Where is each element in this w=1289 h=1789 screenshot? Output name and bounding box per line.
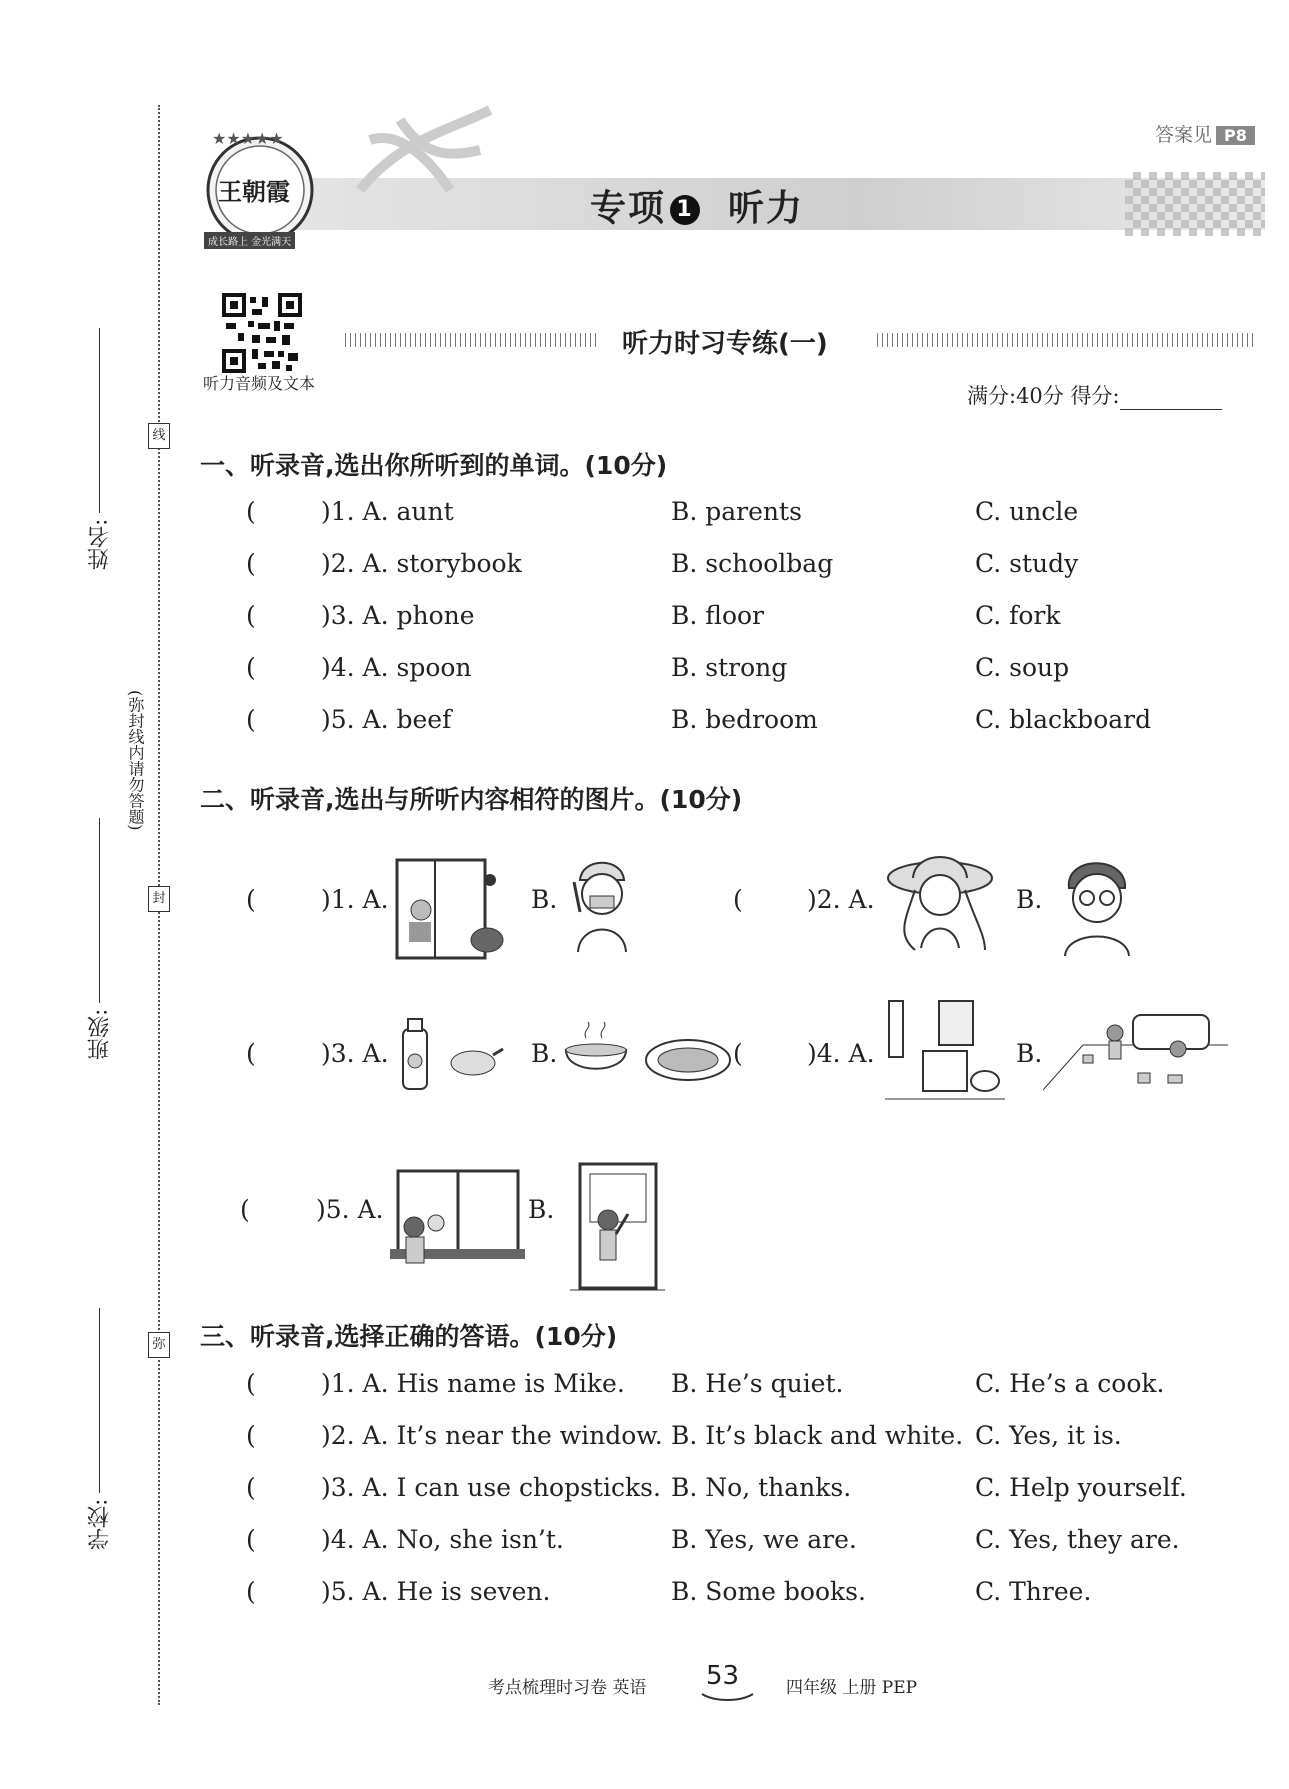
s1-item-4-b: B. strong	[671, 653, 788, 682]
section2-heading: 二、听录音,选出与所听内容相符的图片。(10分)	[200, 785, 743, 814]
exercise-subtitle: 听力时习专练(一)	[622, 329, 828, 359]
answer-paren[interactable]: (	[246, 1473, 256, 1502]
name-field[interactable]	[70, 270, 130, 570]
qr-caption: 听力音频及文本	[203, 374, 316, 393]
school-field[interactable]	[70, 1250, 130, 1550]
soup-and-vegetables-picture[interactable]	[560, 1020, 735, 1090]
ticket-booth-picture[interactable]	[395, 850, 505, 960]
class-blank[interactable]	[100, 818, 101, 1003]
score-blank[interactable]	[1120, 389, 1222, 410]
s2-item-3: )3. A.	[321, 1039, 389, 1068]
boy-with-glasses-picture[interactable]	[1055, 850, 1140, 960]
s1-item-3: )3. A. phone	[321, 601, 475, 630]
score-label: 满分:40分 得分:	[967, 384, 1120, 408]
answer-paren[interactable]: (	[733, 885, 743, 914]
s3-item-2-c: C. Yes, it is.	[975, 1421, 1122, 1450]
s3-item-3: )3. A. I can use chopsticks.	[321, 1473, 661, 1502]
name-blank[interactable]	[100, 328, 101, 513]
answer-paren[interactable]: (	[246, 1369, 256, 1398]
s3-item-4-c: C. Yes, they are.	[975, 1525, 1180, 1554]
answer-page: P8	[1216, 126, 1255, 145]
subtitle-rule-left	[345, 333, 600, 347]
s1-item-2: )2. A. storybook	[321, 549, 522, 578]
ribbon-decoration	[300, 100, 540, 210]
qr-code[interactable]	[222, 293, 302, 373]
seal-tag-xian: 线	[148, 423, 170, 449]
page-number: 53	[706, 1661, 740, 1691]
answer-paren[interactable]: (	[246, 1577, 256, 1606]
logo-motto: 成长路上 金光满天	[204, 232, 295, 249]
girl-with-hat-picture[interactable]	[885, 850, 1000, 960]
s1-item-1-c: C. uncle	[975, 497, 1079, 526]
s1-item-4: )4. A. spoon	[321, 653, 472, 682]
school-label: 学校:	[87, 1498, 113, 1550]
section3-heading: 三、听录音,选择正确的答语。(10分)	[200, 1322, 618, 1351]
class-label: 班级:	[87, 1008, 113, 1060]
s2-item-5-b: B.	[528, 1195, 555, 1224]
answer-paren[interactable]: (	[246, 653, 256, 682]
s2-item-4-b: B.	[1016, 1039, 1043, 1068]
s3-item-2: )2. A. It’s near the window.	[321, 1421, 663, 1450]
s2-item-2-b: B.	[1016, 885, 1043, 914]
nurse-picture[interactable]	[560, 852, 645, 957]
s1-item-4-c: C. soup	[975, 653, 1070, 682]
seal-warning: (弥封线内请勿答题)	[126, 689, 145, 831]
cleaning-door-picture[interactable]	[570, 1160, 665, 1295]
s3-item-1: )1. A. His name is Mike.	[321, 1369, 625, 1398]
s3-item-1-c: C. He’s a cook.	[975, 1369, 1165, 1398]
s1-item-5: )5. A. beef	[321, 705, 452, 734]
s1-item-3-c: C. fork	[975, 601, 1061, 630]
answer-paren[interactable]: (	[246, 1421, 256, 1450]
s3-item-3-b: B. No, thanks.	[671, 1473, 852, 1502]
s2-item-3-b: B.	[531, 1039, 558, 1068]
s2-item-2: )2. A.	[807, 885, 875, 914]
s1-item-5-c: C. blackboard	[975, 705, 1152, 734]
s1-item-2-c: C. study	[975, 549, 1079, 578]
s2-item-5: )5. A.	[316, 1195, 384, 1224]
s3-item-2-b: B. It’s black and white.	[671, 1421, 964, 1450]
answer-paren[interactable]: (	[246, 601, 256, 630]
name-label: 姓名:	[87, 518, 113, 570]
page-number-underline	[700, 1690, 755, 1704]
s3-item-5-b: B. Some books.	[671, 1577, 866, 1606]
score-line	[967, 380, 1222, 410]
section1-heading: 一、听录音,选出你所听到的单词。(10分)	[200, 451, 668, 480]
s3-item-3-c: C. Help yourself.	[975, 1473, 1187, 1502]
s3-item-5: )5. A. He is seven.	[321, 1577, 551, 1606]
s3-item-1-b: B. He’s quiet.	[671, 1369, 844, 1398]
s1-item-5-b: B. bedroom	[671, 705, 818, 734]
s3-item-5-c: C. Three.	[975, 1577, 1092, 1606]
answer-paren[interactable]: (	[246, 549, 256, 578]
title-number: 1	[670, 195, 700, 225]
footer-left: 考点梳理时习卷 英语	[488, 1678, 647, 1698]
s3-item-4-b: B. Yes, we are.	[671, 1525, 857, 1554]
subtitle-rule-right	[877, 333, 1255, 347]
school-blank[interactable]	[100, 1308, 101, 1493]
s3-item-4: )4. A. No, she isn’t.	[321, 1525, 564, 1554]
title-left: 专项	[590, 188, 667, 229]
s1-item-1-b: B. parents	[671, 497, 802, 526]
s2-item-1: )1. A.	[321, 885, 389, 914]
answer-paren[interactable]: (	[240, 1195, 250, 1224]
s2-item-4: )4. A.	[807, 1039, 875, 1068]
page-title	[590, 180, 804, 231]
bathroom-picture[interactable]	[885, 995, 1005, 1105]
banner-checker-pattern	[1125, 172, 1265, 236]
answer-paren[interactable]: (	[246, 885, 256, 914]
milk-and-chicken-picture[interactable]	[395, 1015, 505, 1095]
answer-reference	[1155, 120, 1255, 147]
title-right: 听力	[728, 188, 805, 229]
logo-text: 王朝霞	[218, 177, 290, 206]
answer-paren[interactable]: (	[246, 1525, 256, 1554]
answer-paren[interactable]: (	[246, 497, 256, 526]
living-room-picture[interactable]	[1043, 995, 1228, 1105]
s1-item-2-b: B. schoolbag	[671, 549, 834, 578]
s2-item-1-b: B.	[531, 885, 558, 914]
answer-paren[interactable]: (	[246, 1039, 256, 1068]
answer-ref-label: 答案见	[1155, 124, 1213, 146]
logo-badge	[200, 128, 320, 248]
answer-paren[interactable]: (	[246, 705, 256, 734]
s1-item-1: )1. A. aunt	[321, 497, 454, 526]
footer-right: 四年级 上册 PEP	[786, 1678, 918, 1698]
cleaning-window-picture[interactable]	[390, 1165, 525, 1265]
s1-item-3-b: B. floor	[671, 601, 764, 630]
answer-paren[interactable]: (	[733, 1039, 743, 1068]
svg-text:★★★★★: ★★★★★	[212, 129, 284, 148]
seal-tag-mi: 弥	[148, 1332, 170, 1358]
seal-tag-feng: 封	[148, 886, 170, 912]
